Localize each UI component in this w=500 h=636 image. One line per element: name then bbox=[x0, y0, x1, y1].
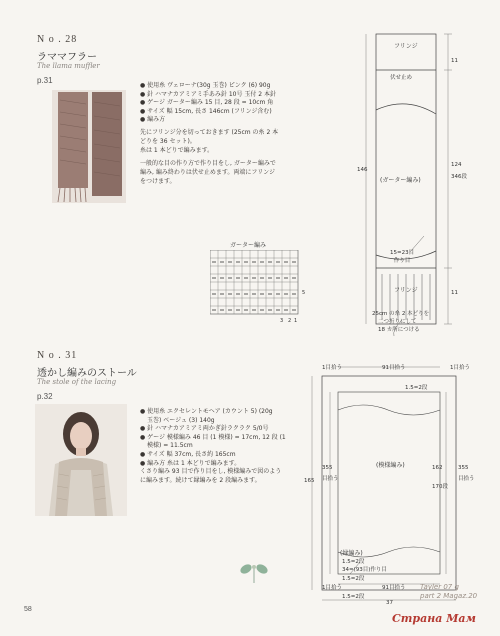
spec-gauge: ● ゲージ 模様編み 46 目 (1 模様) = 17cm, 12 段 (1 bbox=[140, 433, 286, 441]
dim-inner-31: 162 bbox=[432, 465, 443, 471]
fringe-note-line: 18 カ所につける bbox=[378, 327, 420, 333]
chart-side-number: 5 bbox=[302, 290, 306, 296]
dim-inner-rows-31: 170段 bbox=[432, 484, 448, 490]
page-ref-28: p.31 bbox=[37, 76, 53, 85]
bottom-count-31: 91目拾う bbox=[382, 585, 406, 591]
cast-on-31: 34=(93目)作り目 bbox=[342, 567, 387, 573]
bottom-edge-31: 1目拾う bbox=[322, 585, 342, 591]
note-line: 糸は 1 本どりで編みます。 bbox=[140, 147, 214, 154]
note-line: 編み, 編み終わりは伏せ止めます。両端にフリンジ bbox=[140, 169, 275, 176]
dim-bottom-28: 11 bbox=[451, 290, 458, 296]
bottom-rows-2-31: 1.5=2段 bbox=[342, 594, 365, 600]
note-line: をつけます。 bbox=[140, 178, 176, 185]
specs-28 bbox=[140, 82, 276, 125]
pattern-subtitle-28: The llama muffler bbox=[37, 62, 100, 70]
dim-total-31: 165 bbox=[304, 478, 315, 484]
spec-gauge: ● ゲージ ガーター編み 15 目, 28 段 = 10cm 角 bbox=[140, 99, 274, 107]
specs-31 bbox=[140, 408, 286, 485]
spec-yarn-cont: 玉巻) ベージュ (3) 140g bbox=[147, 416, 215, 424]
muffler-diagram bbox=[350, 30, 480, 350]
dim-body-rows-28: 346段 bbox=[451, 174, 467, 180]
spec-gauge-cont: 模様) = 11.5cm bbox=[147, 442, 193, 450]
chart-bottom-number: 2 bbox=[288, 318, 292, 324]
fringe-note-line: 二つ折りにして bbox=[378, 319, 417, 325]
spec-method: ● 編み方 糸は 1 本どりで編みます。 bbox=[140, 459, 241, 467]
top-count-label: 91目拾う bbox=[382, 365, 406, 371]
spec-yarn: ● 使用糸 ヴェローナ(30g 玉巻) ピンク (6) 90g bbox=[140, 82, 271, 89]
bottom-rows-31: 1.5=2段 bbox=[342, 576, 365, 582]
notes-28 bbox=[140, 128, 278, 186]
spec-needle: ● 針 ハマナカアミアミ手あみ針 10号 玉付 2 本針 bbox=[140, 90, 277, 98]
fringe-bottom-label: フリンジ bbox=[394, 287, 418, 294]
spec-hook: ● 針 ハマナカアミアミ両かぎ針ラクラク 5/0号 bbox=[140, 425, 269, 433]
fringe-note-line: 25cm の糸 2 本どりを bbox=[372, 311, 430, 317]
garter-body-label: (ガーター編み) bbox=[380, 177, 421, 184]
spec-method-cont: くさり編み 93 目で作り目をし, 模様編みで図のよう bbox=[140, 468, 282, 476]
dim-length-rows-31: 目拾う bbox=[322, 476, 339, 482]
watermark-line1: Tayler 07 g bbox=[420, 583, 459, 591]
top-corner-label: 1目拾う bbox=[450, 365, 470, 371]
fringe-note bbox=[372, 310, 429, 334]
pattern-body-label: (模様編み) bbox=[376, 462, 405, 469]
bind-off-label: 伏せ止め bbox=[390, 75, 413, 81]
pattern-number-28: N o . 28 bbox=[37, 34, 78, 45]
note-line: 先にフリンジ分を切っておきます (25cm の糸 2 本 bbox=[140, 129, 279, 136]
garter-stitch-chart bbox=[210, 250, 310, 330]
spec-yarn: ● 使用糸 エクセレントモヘア (カウント 5) (20g bbox=[140, 408, 273, 415]
watermark-site: Страна Мам bbox=[392, 612, 476, 625]
spec-method-cont: に編みます。続けて縁編みを 2 段編みます。 bbox=[140, 476, 261, 484]
pattern-title-31: 透かし編みのストール bbox=[37, 368, 137, 379]
cast-on-label: 15=23目 作り目 bbox=[390, 250, 415, 264]
corner-rows-31: 1.5=2段 bbox=[342, 559, 365, 565]
muffler-photo bbox=[52, 90, 126, 203]
page-ref-31: p.32 bbox=[37, 392, 53, 401]
spec-method: ● 編み方 bbox=[140, 116, 166, 124]
dim-length-31: 355 bbox=[322, 465, 333, 471]
dim-body-28: 124 bbox=[451, 162, 462, 168]
watermark-line2: part 2 Magaz.20 bbox=[420, 592, 478, 600]
width-31: 37 bbox=[386, 600, 393, 606]
page-number: 58 bbox=[24, 606, 32, 613]
top-edge-label: 1目拾う bbox=[322, 365, 342, 371]
stole-diagram bbox=[300, 362, 500, 612]
dim-right-31: 355 bbox=[458, 465, 469, 471]
stole-photo bbox=[35, 404, 127, 516]
chart-title: ガーター編み bbox=[230, 242, 267, 249]
chart-bottom-number: 3 bbox=[280, 318, 284, 324]
chart-bottom-number: 1 bbox=[294, 318, 298, 324]
note-line: 一般的な目の作り方で作り目をし, ガーター編みで bbox=[140, 160, 276, 167]
flower-ornament-icon bbox=[236, 555, 272, 585]
note-line: どりを 36 セット)。 bbox=[140, 138, 196, 145]
pattern-number-31: N o . 31 bbox=[37, 350, 78, 361]
dim-right-rows-31: 目拾う bbox=[458, 476, 475, 482]
fringe-top-label: フリンジ bbox=[394, 43, 418, 50]
top-rows-label: 1.5=2段 bbox=[405, 385, 428, 391]
edge-label: (縁編み) bbox=[340, 550, 363, 557]
dim-total-28: 146 bbox=[357, 167, 368, 173]
pattern-subtitle-31: The stole of the lacing bbox=[37, 378, 117, 386]
spec-size: ● サイズ 幅 37cm, 長さ約 165cm bbox=[140, 450, 236, 458]
pattern-title-28: ラママフラー bbox=[37, 52, 97, 63]
dim-top-28: 11 bbox=[451, 58, 458, 64]
spec-size: ● サイズ 幅 15cm, 長さ 146cm (フリンジ含む) bbox=[140, 107, 272, 115]
